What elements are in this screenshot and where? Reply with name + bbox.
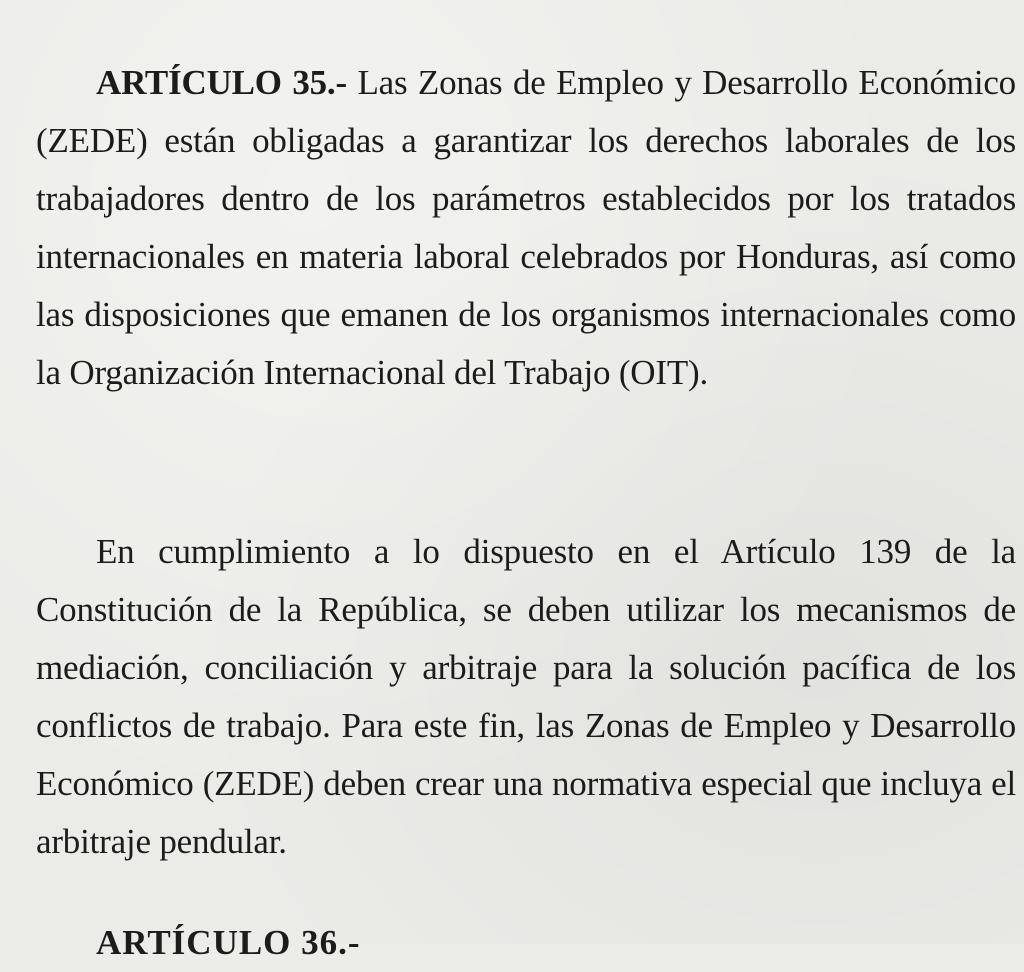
article-35-paragraph xyxy=(36,54,1016,402)
article-36-heading-cropped: ARTÍCULO 36.- xyxy=(96,923,361,962)
article-35-text: Las Zonas de Empleo y Desarrollo Económico (ZEDE) están obligadas a garantizar los derechos laborales de los trabajadores dentro de los parámetros establecidos por los tratados internacionales en materia laboral celebrados por Honduras, así como las disposiciones que emanen de los organismos internacionales como la Organización Internacional del Trabajo (OIT). xyxy=(36,63,1016,392)
second-paragraph-text: En cumplimiento a lo dispuesto en el Artículo 139 de la Constitución de la República, se deben utilizar los mecanismos de mediación, conciliación y arbitraje para la solución pacífica de los conflictos de trabajo. Para este fin, las Zonas de Empleo y Desarrollo Económico (ZEDE) deben crear una normativa especial que incluya el arbitraje pendular. xyxy=(36,532,1016,861)
article-35-second-paragraph xyxy=(36,523,1016,871)
article-35-label: ARTÍCULO 35.- xyxy=(96,63,347,102)
